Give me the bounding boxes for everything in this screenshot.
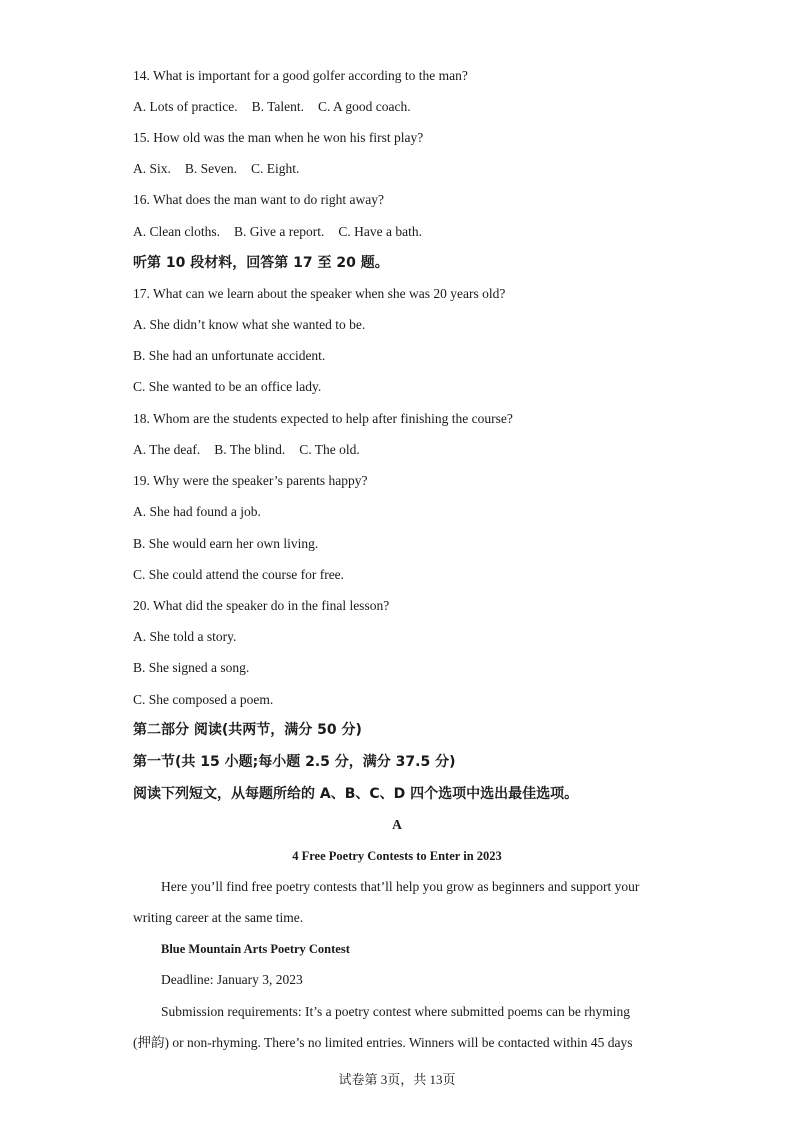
option-b: B. Talent. [251,99,305,114]
question-19-option-a: A. She had found a job. [133,504,261,519]
question-19: 19. Why were the speaker’s parents happy? [133,473,368,488]
question-17-option-c: C. She wanted to be an office lady. [133,379,322,394]
option-b: B. Give a report. [234,224,325,239]
question-20-option-b: B. She signed a song. [133,660,250,675]
passage-intro-line2: writing career at the same time. [133,910,304,925]
question-16-options [133,223,422,241]
passage-intro-line1: Here you’ll find free poetry contests that’ll help you grow as beginners and support your [161,879,640,894]
contest1-requirements-line1: Submission requirements: It’s a poetry contest where submitted poems can be rhyming [161,1004,631,1019]
contest1-name: Blue Mountain Arts Poetry Contest [161,942,350,956]
question-18-options [133,441,360,459]
contest1-deadline: Deadline: January 3, 2023 [161,972,303,987]
contest1-requirements-line2: (押韵) or non-rhyming. There’s no limited entries. Winners will be contacted within 45 days [133,1035,633,1050]
question-18: 18. Whom are the students expected to help after finishing the course? [133,411,513,426]
question-16: 16. What does the man want to do right away? [133,192,384,207]
reading-instructions: 阅读下列短文，从每题所给的 A、B、C、D 四个选项中选出最佳选项。 [133,786,579,802]
page-footer: 试卷第 3页，共 13页 [338,1072,456,1087]
option-a: A. Clean cloths. [133,224,220,239]
question-14: 14. What is important for a good golfer according to the man? [133,68,468,83]
question-17: 17. What can we learn about the speaker when she was 20 years old? [133,286,506,301]
question-20-option-c: C. She composed a poem. [133,692,274,707]
question-14-options [133,98,411,116]
section-10-heading: 听第 10 段材料，回答第 17 至 20 题。 [133,255,389,271]
option-a: A. The deaf. [133,442,201,457]
option-c: C. Eight. [251,161,300,176]
option-c: C. Have a bath. [338,224,422,239]
option-b: B. Seven. [184,161,238,176]
question-20-option-a: A. She told a story. [133,629,237,644]
option-a: A. Lots of practice. [133,99,238,114]
question-19-option-b: B. She would earn her own living. [133,536,319,551]
question-15: 15. How old was the man when he won his first play? [133,130,424,145]
question-15-options [133,160,299,178]
part2-heading: 第二部分 阅读(共两节，满分 50 分) [133,722,362,738]
section1-heading: 第一节(共 15 小题;每小题 2.5 分，满分 37.5 分) [133,754,456,770]
question-17-option-a: A. She didn’t know what she wanted to be. [133,317,366,332]
passage-title: 4 Free Poetry Contests to Enter in 2023 [292,849,502,863]
option-c: C. The old. [299,442,360,457]
option-a: A. Six. [133,161,171,176]
question-17-option-b: B. She had an unfortunate accident. [133,348,326,363]
option-b: B. The blind. [214,442,286,457]
question-20: 20. What did the speaker do in the final lesson? [133,598,390,613]
question-19-option-c: C. She could attend the course for free. [133,567,345,582]
option-c: C. A good coach. [318,99,411,114]
passage-letter: A [392,817,402,832]
